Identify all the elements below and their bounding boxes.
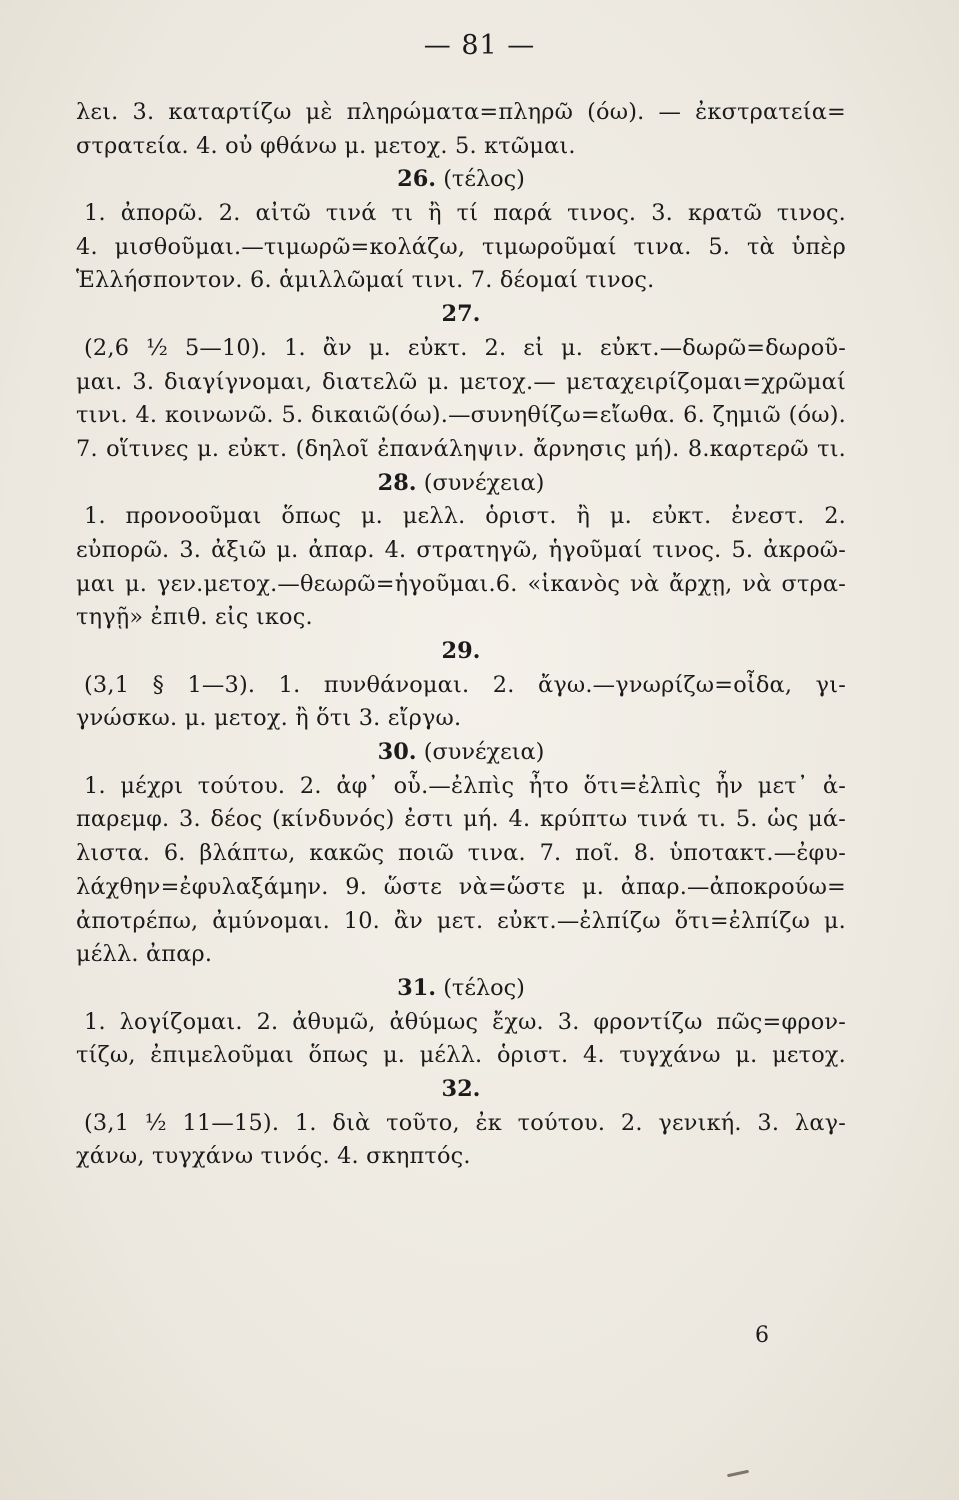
text-line: μαι μ. γεν.μετοχ.—θεωρῶ=ἡγοῦμαι.6. «ἱκανὸς νὰ ἄρχῃ, νὰ στρα-	[76, 570, 846, 597]
text-line: τηγῇ» ἐπιθ. εἰς ικος.	[76, 604, 313, 631]
section-number: 30.	[377, 739, 417, 766]
page-number: — 81 —	[423, 30, 536, 61]
section-heading	[76, 972, 846, 1006]
text-line: λει. 3. καταρτίζω μὲ πληρώματα=πληρῶ (όω). — ἐκστρατεία=	[76, 99, 846, 125]
text-line: 7. οἵτινες μ. εὐκτ. (δηλοῖ ἐπανάληψιν. ἄρνησις μή). 8.καρτερῶ τι.	[76, 435, 846, 462]
text-line: (3,1 ½ 11—15). 1. διὰ τοῦτο, ἐκ τούτου. 2. γενική. 3. λαγ-	[84, 1109, 846, 1136]
section-number: 26.	[397, 166, 437, 193]
section-number: 32.	[441, 1075, 481, 1102]
text-line: 1. προνοοῦμαι ὅπως μ. μελλ. ὁριστ. ἢ μ. εὐκτ. ἐνεστ. 2.	[84, 503, 846, 530]
text-line: 1. ἀπορῶ. 2. αἰτῶ τινά τι ἢ τί παρά τινος. 3. κρατῶ τινος.	[84, 200, 846, 227]
section-heading	[76, 163, 846, 197]
section-heading	[76, 635, 846, 669]
text-line: μαι. 3. διαγίγνομαι, διατελῶ μ. μετοχ.— μεταχειρίζομαι=χρῶμαί	[76, 368, 846, 395]
text-line: λάχθην=ἐφυλαξάμην. 9. ὥστε νὰ=ὥστε μ. ἀπαρ.—ἀποκρούω=	[76, 873, 846, 900]
section-number: 28.	[377, 469, 417, 496]
text-line: γνώσκω. μ. μετοχ. ἢ ὅτι 3. εἴργω.	[76, 705, 462, 732]
section-note: (συνέχεια)	[416, 739, 545, 766]
text-line: 1. μέχρι τούτου. 2. ἀφ᾽ οὗ.—ἐλπὶς ἦτο ὅτι=ἐλπὶς ἦν μετ᾽ ἀ-	[84, 772, 846, 799]
text-line: τινι. 4. κοινωνῶ. 5. δικαιῶ(όω).—συνηθίζω=εἴωθα. 6. ζημιῶ (όω).	[76, 402, 846, 429]
text-line: χάνω, τυγχάνω τινός. 4. σκηπτός.	[76, 1143, 471, 1170]
section-number: 31.	[397, 974, 437, 1001]
section-number: 27.	[441, 301, 481, 328]
section-note: (τέλος)	[436, 974, 525, 1001]
section-heading	[76, 1073, 846, 1107]
page-body	[76, 96, 846, 1174]
text-line: τίζω, ἐπιμελοῦμαι ὅπως μ. μέλλ. ὁριστ. 4. τυγχάνω μ. μετοχ.	[76, 1042, 846, 1069]
section-heading	[76, 736, 846, 770]
sheet-signature-mark: 6	[755, 1323, 769, 1348]
text-line: παρεμφ. 3. δέος (κίνδυνός) ἐστι μή. 4. κρύπτω τινά τι. 5. ὡς μά-	[76, 806, 846, 833]
text-line: στρατεία. 4. οὐ φθάνω μ. μετοχ. 5. κτῶμαι.	[76, 132, 576, 159]
text-line: (3,1 § 1—3). 1. πυνθάνομαι. 2. ἄγω.—γνωρίζω=οἶδα, γι-	[84, 671, 846, 698]
text-line: μέλλ. ἀπαρ.	[76, 941, 213, 968]
section-heading	[76, 467, 846, 501]
text-line: εὐπορῶ. 3. ἀξιῶ μ. ἀπαρ. 4. στρατηγῶ, ἡγοῦμαί τινος. 5. ἀκροῶ-	[76, 536, 846, 563]
text-line: λιστα. 6. βλάπτω, κακῶς ποιῶ τινα. 7. ποῖ. 8. ὑποτακτ.—ἐφυ-	[76, 840, 846, 867]
text-line: 1. λογίζομαι. 2. ἀθυμῶ, ἀθύμως ἔχω. 3. φροντίζω πῶς=φρον-	[84, 1008, 846, 1035]
section-note: (τέλος)	[436, 166, 525, 193]
text-line: ἀποτρέπω, ἀμύνομαι. 10. ἂν μετ. εὐκτ.—ἐλπίζω ὅτι=ἐλπίζω μ.	[76, 907, 846, 934]
text-line: Ἑλλήσποντον. 6. ἁμιλλῶμαί τινι. 7. δέομαί τινος.	[76, 267, 655, 294]
section-note: (συνέχεια)	[416, 469, 545, 496]
section-number: 29.	[441, 638, 481, 664]
text-line: 4. μισθοῦμαι.—τιμωρῶ=κολάζω, τιμωροῦμαί τινα. 5. τὰ ὑπὲρ	[76, 233, 846, 260]
ink-smudge	[727, 1470, 749, 1478]
section-heading	[76, 298, 846, 332]
text-line: (2,6 ½ 5—10). 1. ἂν μ. εὐκτ. 2. εἰ μ. εὐκτ.—δωρῶ=δωροῦ-	[84, 334, 846, 361]
